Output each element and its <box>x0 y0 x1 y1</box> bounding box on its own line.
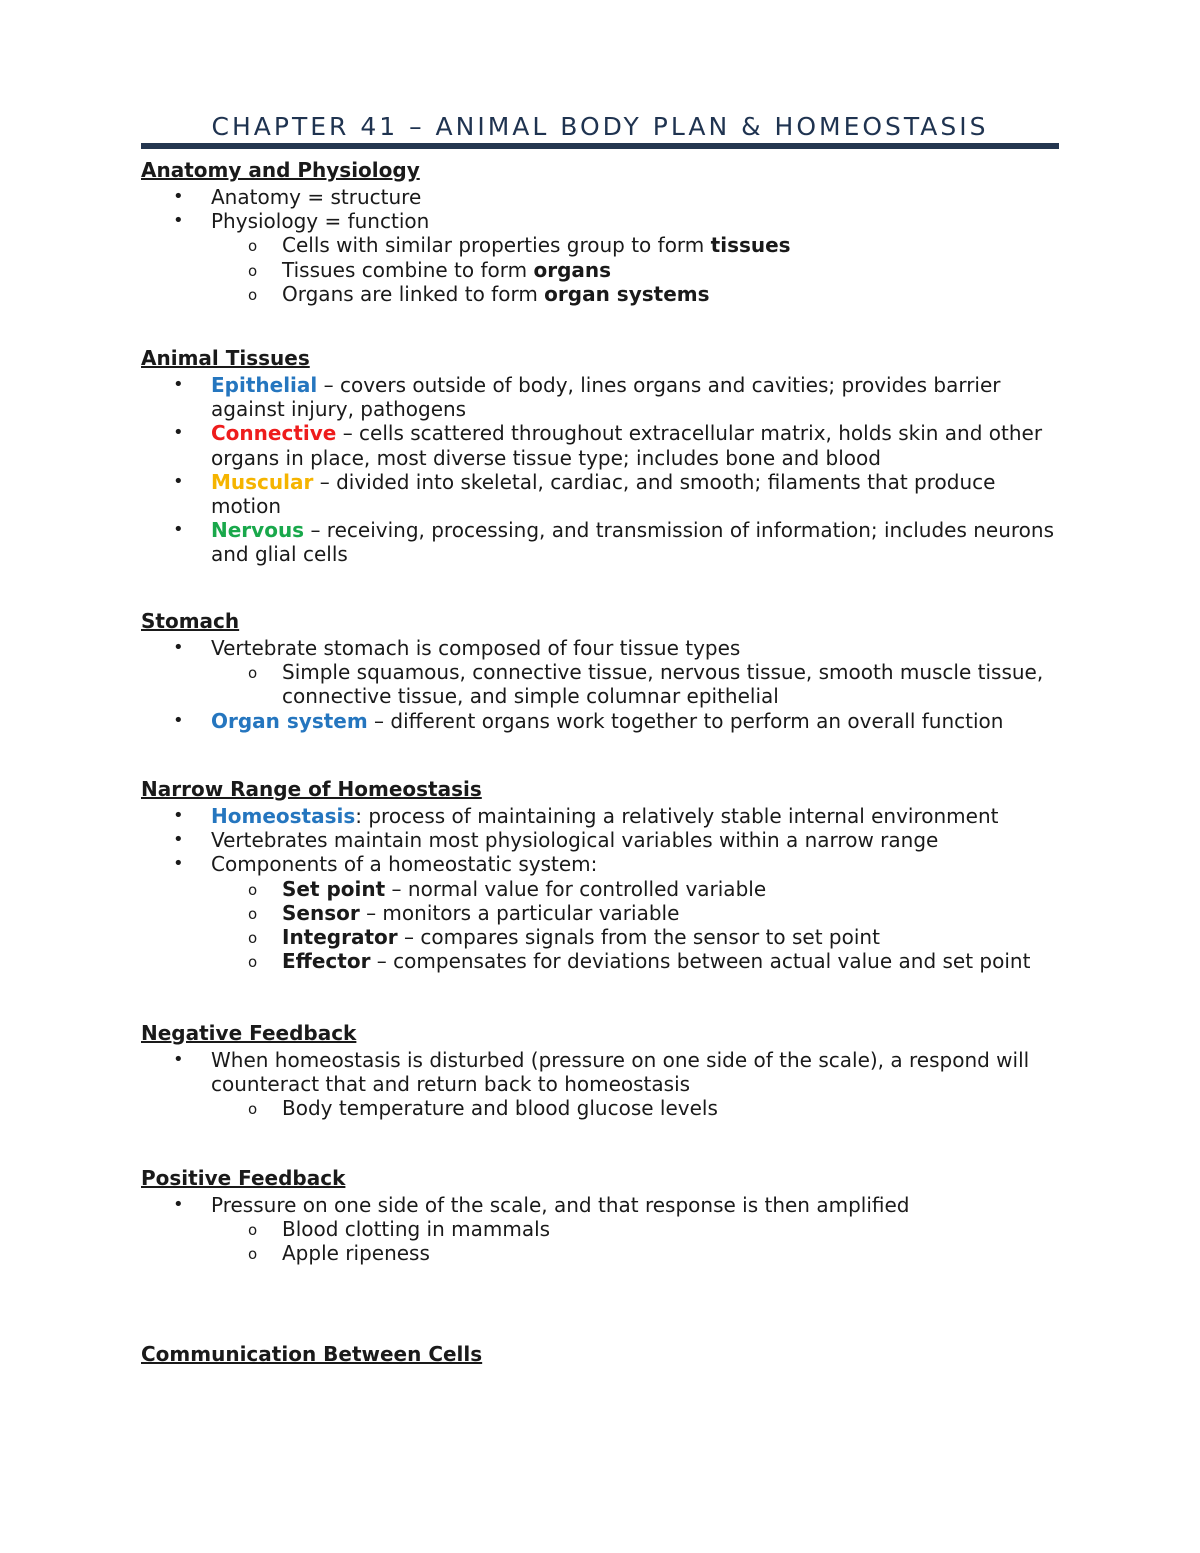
sub-list-item: o Tissues combine to form organs <box>248 257 612 282</box>
section-heading: Negative Feedback <box>141 1021 357 1045</box>
section-positive-feedback <box>141 1163 1061 1266</box>
section-heading: Anatomy and Physiology <box>141 158 420 182</box>
section-heading: Stomach <box>141 609 240 633</box>
sub-list-item: o Organs are linked to form organ systems <box>248 281 710 306</box>
bullet-dot-icon: • <box>173 1049 184 1070</box>
list-item: • Muscular – divided into skeletal, cardiac, and smooth; filaments that produce motion <box>173 469 996 519</box>
bullet-circle-icon: o <box>248 1245 258 1264</box>
bullet-circle-icon: o <box>248 929 258 948</box>
sub-list-item: o Body temperature and blood glucose levels <box>248 1096 718 1121</box>
bullet-dot-icon: • <box>173 829 184 851</box>
sub-list-item: o Integrator – compares signals from the sensor to set point <box>248 925 880 950</box>
section-stomach <box>141 606 1061 733</box>
list-item: • Epithelial – covers outside of body, lines organs and cavities; provides barrier against injury, pathogens <box>173 373 1001 422</box>
list-item: • Connective – cells scattered throughout extracellular matrix, holds skin and other organs in place, most diverse tissue type; includes bone and blood <box>173 421 1043 470</box>
bullet-circle-icon: o <box>248 1221 258 1240</box>
bullet-dot-icon: • <box>173 637 184 658</box>
section-heading: Communication Between Cells <box>141 1342 483 1366</box>
list-item: • When homeostasis is disturbed (pressure on one side of the scale), a respond will counteract that and return back to homeostasis <box>173 1048 1030 1097</box>
section-heading: Animal Tissues <box>141 346 310 370</box>
list-item: • Anatomy = structure <box>173 185 422 209</box>
section-negative-feedback <box>141 1018 1061 1121</box>
sub-list-item: o Cells with similar properties group to form tissues <box>248 233 791 258</box>
sub-list-item: o Effector – compensates for deviations between actual value and set point <box>248 949 1031 974</box>
bullet-dot-icon: • <box>173 186 184 207</box>
bullet-dot-icon: • <box>173 422 184 444</box>
bullet-circle-icon: o <box>248 237 258 256</box>
bullet-circle-icon: o <box>248 904 258 923</box>
bullet-dot-icon: • <box>173 519 184 541</box>
bullet-circle-icon: o <box>248 664 258 683</box>
bullet-dot-icon: • <box>173 1194 184 1215</box>
section-heading: Positive Feedback <box>141 1166 346 1190</box>
bullet-circle-icon: o <box>248 261 258 280</box>
sub-list-item: o Simple squamous, connective tissue, nervous tissue, smooth muscle tissue, connective tissue, and simple columnar epithelial <box>248 660 1044 709</box>
bullet-circle-icon: o <box>248 880 258 899</box>
bullet-circle-icon: o <box>248 1100 258 1119</box>
list-item: • Homeostasis: process of maintaining a relatively stable internal environment <box>173 804 999 828</box>
sub-list-item: o Apple ripeness <box>248 1241 430 1266</box>
list-item: • Components of a homeostatic system: <box>173 852 598 877</box>
bullet-dot-icon: • <box>173 805 184 826</box>
bullet-dot-icon: • <box>173 470 184 492</box>
list-item: • Physiology = function <box>173 209 430 234</box>
sub-list-item: o Sensor – monitors a particular variable <box>248 900 680 925</box>
bullet-dot-icon: • <box>173 709 184 731</box>
bullet-dot-icon: • <box>173 853 184 875</box>
bullet-circle-icon: o <box>248 953 258 972</box>
section-communication-between-cells <box>141 1339 1061 1369</box>
title-underline-rule <box>141 143 1059 149</box>
bullet-circle-icon: o <box>248 285 258 304</box>
bullet-dot-icon: • <box>173 374 184 395</box>
section-animal-tissues <box>141 343 1061 567</box>
list-item: • Pressure on one side of the scale, and that response is then amplified <box>173 1193 910 1217</box>
list-item: • Nervous – receiving, processing, and transmission of information; includes neurons and glial cells <box>173 518 1055 567</box>
bullet-dot-icon: • <box>173 210 184 232</box>
sub-list-item: o Blood clotting in mammals <box>248 1217 551 1242</box>
list-item: • Vertebrate stomach is composed of four tissue types <box>173 636 741 660</box>
list-item: • Organ system – different organs work together to perform an overall function <box>173 708 1004 733</box>
section-homeostasis <box>141 774 1061 973</box>
section-anatomy-physiology <box>141 155 1061 306</box>
sub-list-item: o Set point – normal value for controlled variable <box>248 876 767 901</box>
page-title: CHAPTER 41 – ANIMAL BODY PLAN & HOMEOSTASIS <box>211 112 989 141</box>
list-item: • Vertebrates maintain most physiological variables within a narrow range <box>173 828 939 853</box>
section-heading: Narrow Range of Homeostasis <box>141 777 482 801</box>
